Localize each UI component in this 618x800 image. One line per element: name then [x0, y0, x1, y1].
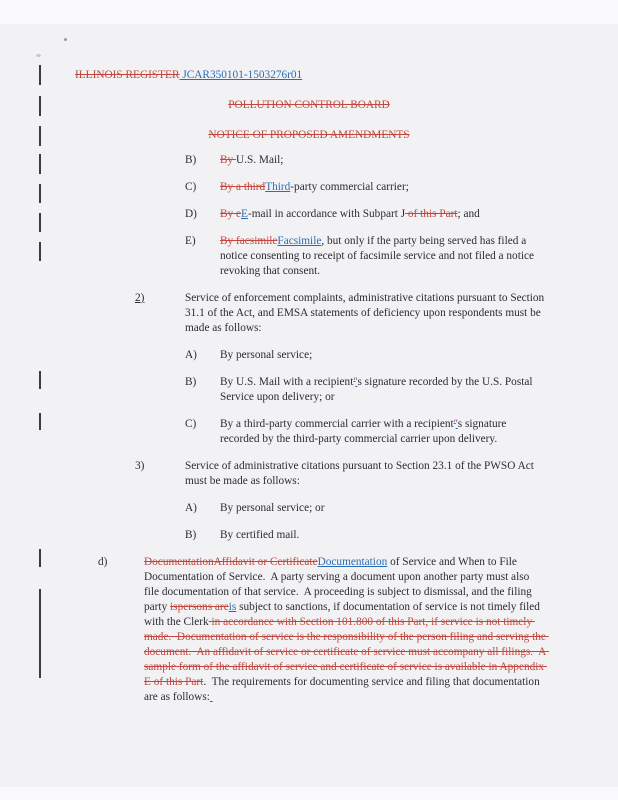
list-label: A)	[185, 349, 197, 361]
text-run: Service of administrative citations pursuant to Section 23.1 of the PWSO Act must be made as follows:	[185, 460, 537, 487]
text-run: Service of enforcement complaints, administrative citations pursuant to Section 31.1 of the Act, and EMSA statements of deficiency upon respondents must be made as follows:	[185, 292, 548, 334]
document-body	[0, 153, 618, 705]
block-text	[220, 207, 547, 222]
list-label: 3)	[135, 460, 145, 472]
text-run: , but only if the party being served has filed a notice consenting to receipt of facsimile service and not filed a notice revoking that consent.	[220, 235, 537, 277]
deleted-text: POLLUTION CONTROL BOARD	[228, 99, 390, 111]
block-text	[220, 348, 547, 363]
block-text	[144, 555, 550, 705]
text-run: s signature recorded by the third-party commercial carrier upon delivery.	[220, 418, 510, 445]
document-block	[185, 348, 618, 363]
deleted-text: '	[453, 418, 456, 430]
inserted-text: Third	[265, 181, 291, 193]
deleted-text: of this Part	[405, 208, 458, 220]
text-run: of Service and When to File Documentation of Service. A party serving a document upon another party must also file documentation of that service. A proceeding is subject to dismissal, and the filing party	[144, 556, 535, 613]
document-block	[185, 528, 618, 543]
document-block	[185, 234, 618, 279]
page-bottom-edge	[0, 787, 618, 800]
inserted-text: '	[355, 376, 358, 388]
text-run: U.S. Mail;	[236, 154, 284, 166]
text-run: subject to sanctions, if documentation of service is not timely filed with the Clerk	[144, 601, 543, 628]
list-label: B)	[185, 529, 197, 541]
list-label: d)	[98, 556, 108, 568]
deleted-text: By e	[220, 208, 242, 220]
deleted-text: ispersons are	[170, 601, 229, 613]
deleted-text: By	[220, 154, 237, 166]
list-label: C)	[185, 418, 197, 430]
list-label: 2)	[135, 292, 145, 304]
deleted-text: ILLINOIS REGISTER	[75, 69, 180, 81]
deleted-text: By a third	[220, 181, 266, 193]
list-label: B)	[185, 376, 197, 388]
text-run: . The requirements for documenting service and filing that documentation are as follows:	[144, 676, 543, 703]
document-block	[135, 459, 618, 489]
inserted-text	[210, 691, 213, 703]
list-label: E)	[185, 235, 196, 247]
inserted-text: is	[228, 601, 237, 613]
block-text	[220, 180, 547, 195]
block-text	[220, 234, 547, 279]
text-run: -party commercial carrier;	[290, 181, 409, 193]
list-label: D)	[185, 208, 197, 220]
block-text	[185, 459, 547, 489]
change-bar	[39, 126, 41, 146]
change-bar	[39, 154, 41, 174]
deleted-text: By facsimile	[220, 235, 278, 247]
deleted-text: DocumentationAffidavit or Certificate	[144, 556, 318, 568]
change-bar	[39, 549, 41, 567]
text-run: -mail in accordance with Subpart J	[247, 208, 406, 220]
list-label: C)	[185, 181, 197, 193]
change-bar	[39, 96, 41, 116]
text-run: By personal service; or	[220, 502, 325, 514]
deleted-text: NOTICE OF PROPOSED AMENDMENTS	[208, 129, 410, 141]
text-run: By a third-party commercial carrier with a recipient	[220, 418, 454, 430]
block-text	[220, 501, 547, 516]
deleted-text: in accordance with Section 101.800 of this Part, if service is not timely made. Documentation of service is the responsibility of the person filing and serving the document. An affidavit of service or certificate of service must accompany all filings. A sample form of the affidavit of service and certificate of service is available in Appendix E of this Part	[144, 616, 550, 688]
document-block	[98, 555, 618, 705]
block-text	[220, 153, 547, 168]
deleted-text: '	[353, 376, 356, 388]
change-bar	[39, 589, 41, 678]
change-bar	[39, 413, 41, 430]
document-block	[185, 153, 618, 168]
inserted-text: Facsimile	[277, 235, 322, 247]
text-run: By U.S. Mail with a recipient	[220, 376, 354, 388]
block-text	[220, 375, 547, 405]
inserted-text: Documentation	[317, 556, 388, 568]
text-run: By certified mail.	[220, 529, 300, 541]
text-run: By personal service;	[220, 349, 313, 361]
inserted-text: JCAR350101-1503276r01	[179, 69, 303, 81]
document-block	[185, 417, 618, 447]
change-bar	[39, 213, 41, 232]
document-block	[135, 291, 618, 336]
change-bar	[39, 371, 41, 389]
change-bar	[39, 184, 41, 203]
header-notice-line	[0, 128, 618, 143]
inserted-text: '	[455, 418, 458, 430]
header-register-line	[75, 68, 618, 83]
text-run: ; and	[457, 208, 480, 220]
list-label: B)	[185, 154, 197, 166]
block-text	[220, 417, 547, 447]
list-label: A)	[185, 502, 197, 514]
header-board-line	[0, 98, 618, 113]
inserted-text: E	[241, 208, 248, 220]
change-bar	[39, 65, 41, 85]
document-block	[185, 375, 618, 405]
text-run: s signature recorded by the U.S. Postal Service upon delivery; or	[220, 376, 536, 403]
document-block	[185, 207, 618, 222]
block-text	[220, 528, 547, 543]
document-block	[185, 501, 618, 516]
change-bar	[39, 242, 41, 261]
document-block	[185, 180, 618, 195]
block-text	[185, 291, 547, 336]
